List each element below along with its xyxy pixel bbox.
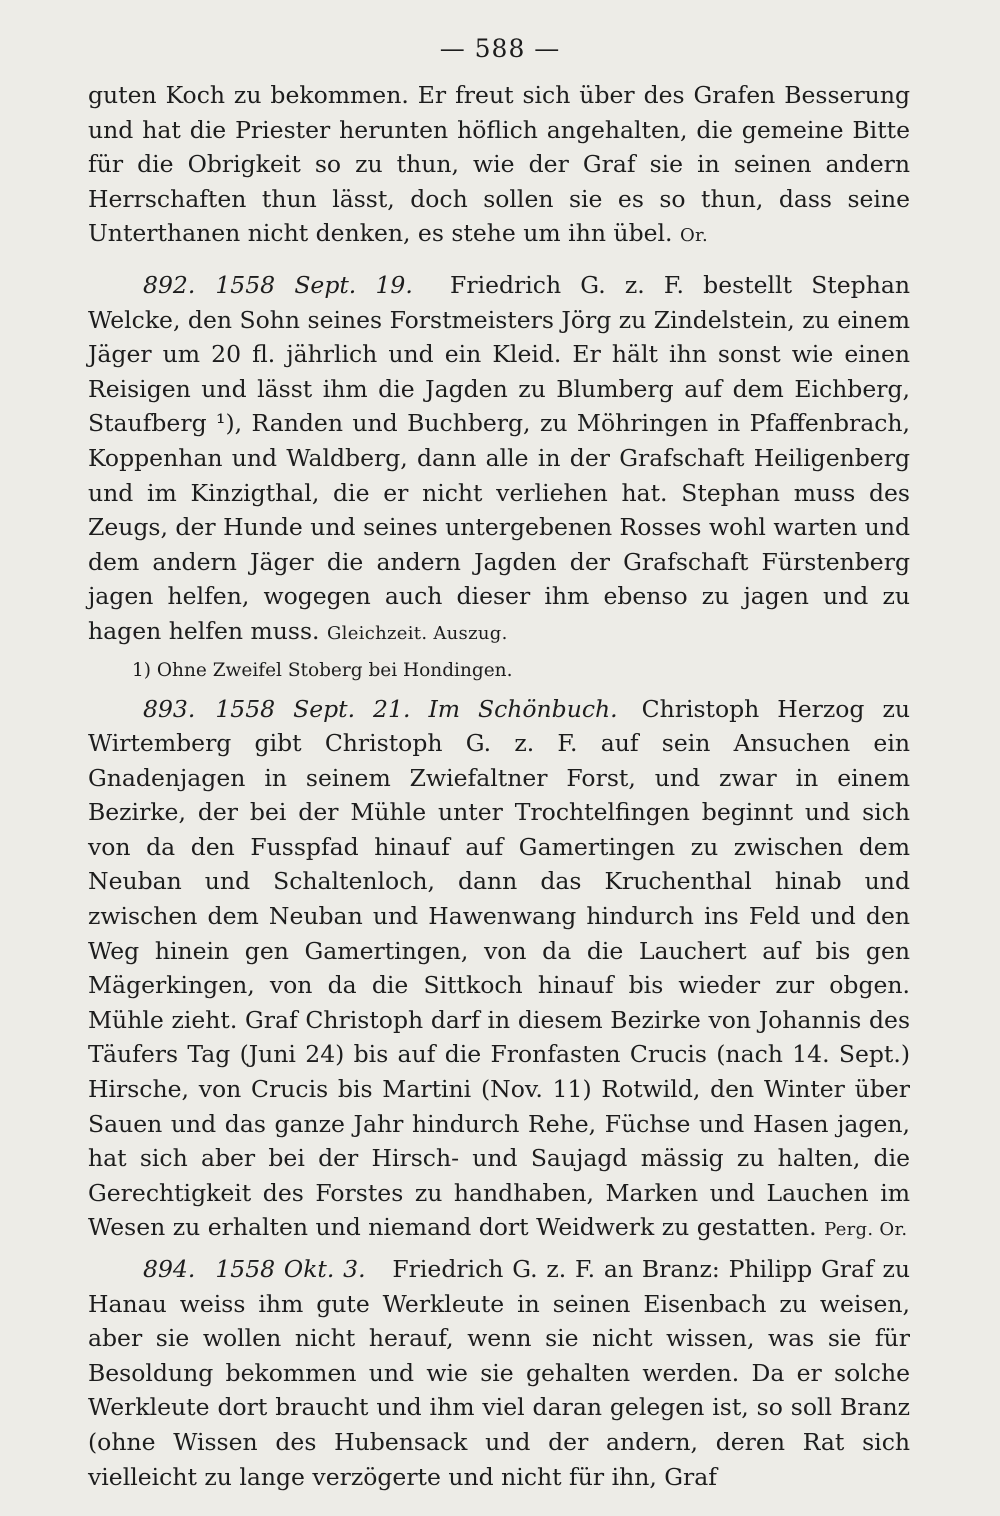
entry-continuation bbox=[88, 78, 910, 254]
entry-source: Or. bbox=[680, 225, 709, 247]
page-number: — 588 — bbox=[439, 34, 561, 63]
entry-number: 894. bbox=[143, 1255, 196, 1283]
entry-source: Gleichzeit. Auszug. bbox=[326, 622, 508, 644]
entry-source: Perg. Or. bbox=[824, 1219, 908, 1241]
entry-date: 1558 Sept. 19. bbox=[215, 270, 413, 299]
footnote: 1) Ohne Zweifel Stoberg bei Hondingen. bbox=[132, 659, 513, 681]
entry-place: Im Schönbuch. bbox=[428, 694, 618, 723]
entry-text: Christoph Herzog zu Wirtemberg gibt Christoph G. z. F. auf sein Ansuchen ein Gnadenjagen in seinem Zwiefaltner Forst, und zwar in einem Bezirke, der bei der Mühle unter Trochtelfingen beginnt und sich von da den Fusspfad hinauf auf Gamertingen zu zwischen dem Neuban und Schaltenloch, dann das Kruchenthal hinab und zwischen dem Neuban und Hawenwang hindurch ins Feld und den Weg hinein gen Gamertingen, von da die Lauchert auf bis gen Mägerkingen, von da die Sittkoch hinauf bis wieder zur obgen. Mühle zieht. Graf Christoph darf in diesem Bezirke von Johannis des Täufers Tag (Juni 24) bis auf die Fronfasten Crucis (nach 14. Sept.) Hirsche, von Crucis bis Martini (Nov. 11) Rotwild, den Winter über Sauen und das ganze Jahr hindurch Rehe, Füchse und Hasen jagen, hat sich aber bei der Hirsch- und Saujagd mässig zu halten, die Gerechtigkeit des Forstes zu handhaben, Marken und Lauchen im Wesen zu erhalten und niemand dort Weidwerk zu gestatten. bbox=[88, 694, 910, 1242]
entry-894 bbox=[88, 1252, 910, 1494]
body-text bbox=[88, 78, 910, 1494]
spacer bbox=[88, 254, 910, 268]
entry-893 bbox=[88, 692, 910, 1249]
entry-892 bbox=[88, 268, 910, 652]
entry-text: Friedrich G. z. F. bestellt Stephan Welcke, den Sohn seines Forstmeisters Jörg zu Zindelstein, zu einem Jäger um 20 fl. jährlich und ein Kleid. Er hält ihn sonst wie einen Reisigen und lässt ihm die Jagden zu Blumberg auf dem Eichberg, Staufberg ¹), Randen und Buchberg, zu Möhringen in Pfaffenbrach, Koppenhan und Waldberg, dann alle in der Grafschaft Heiligenberg und im Kinzigthal, die er nicht verliehen hat. Stephan muss des Zeugs, der Hunde und seines untergebenen Rosses wohl warten und dem andern Jäger die andern Jagden der Grafschaft Fürstenberg jagen helfen, wogegen auch dieser ihm ebenso zu jagen und zu hagen helfen muss. bbox=[88, 270, 910, 645]
entry-date: 1558 Okt. 3. bbox=[215, 1255, 366, 1283]
entry-date: 1558 Sept. 21. bbox=[215, 694, 411, 723]
entry-number: 892. bbox=[143, 270, 196, 299]
entry-text: Friedrich G. z. F. an Branz: Philipp Graf zu Hanau weiss ihm gute Werkleute in seinen Eisenbach zu weisen, aber sie wollen nicht herauf, wenn sie nicht wissen, was sie für Besoldung bekommen und wie sie gehalten werden. Da er solche Werkleute dort braucht und ihm viel daran gelegen ist, so soll Branz (ohne Wissen des Hubensack und der andern, deren Rat sich vielleicht zu lange verzögerte und nicht für ihn, Graf bbox=[88, 1255, 910, 1491]
entry-number: 893. bbox=[143, 694, 196, 723]
entry-text: guten Koch zu bekommen. Er freut sich über des Grafen Besserung und hat die Priester herunten höflich angehalten, die gemeine Bitte für die Obrigkeit so zu thun, wie der Graf sie in seinen andern Herrschaften thun lässt, doch sollen sie es so thun, dass seine Unterthanen nicht denken, es stehe um ihn übel. bbox=[88, 81, 910, 248]
